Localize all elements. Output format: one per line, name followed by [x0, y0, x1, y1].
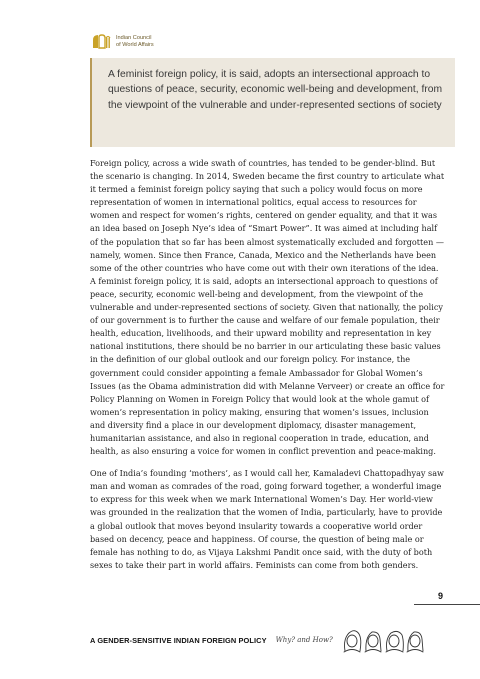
article-body: [90, 157, 446, 581]
body-paragraph-1: Foreign policy, across a wide swath of countries, has tended to be gender-blind. But the scenario is changing. In 2014, Sweden became the first country to articulate what it termed a feminist foreign policy saying that such a policy would focus on more representation of women in international politics, equal access to resources for women and respect for women’s rights, centered on gender equality, and that it was an idea based on Joseph Nye’s idea of “Smart Power”. It was aimed at including half of the population that so far has been almost systematically excluded and forgotten — namely, women. Since then France, Canada, Mexico and the Netherlands have been some of the other countries who have come out with their own iterations of the idea. A feminist foreign policy, it is said, adopts an intersectional approach to questions of peace, security, economic well-being and development, from the viewpoint of the vulnerable and under-represented sections of society. Given that nationally, the policy of our government is to further the cause and welfare of our female population, their health, education, livelihoods, and their upward mobility and representation in key national institutions, there should be no barrier in our articulating these basic values in the definition of our global outlook and our foreign policy. For instance, the government could consider appointing a female Ambassador for Global Women’s Issues (as the Obama administration did with Melanne Verveer) or create an office for Policy Planning on Women in Foreign Policy that would look at the whole gamut of women’s representation in policy making, ensuring that women’s issues, inclusion and diversity find a place in our development diplomacy, disaster management, humanitarian assistance, and also in regional cooperation in trade, education, and health, as also ensuring a voice for women in conflict prevention and peace-making.: [90, 158, 445, 457]
women-faces-icon: [341, 627, 425, 653]
org-name-line2: of World Affairs: [116, 41, 154, 48]
pull-quote: [90, 58, 455, 147]
org-name-line1: Indian Council: [116, 34, 152, 41]
footer: [90, 627, 425, 653]
icwa-logo-icon: [90, 34, 112, 49]
body-paragraph-2: One of India’s founding ‘mothers’, as I would call her, Kamaladevi Chattopadhyay saw man and woman as comrades of the road, going forward together, a wonderful image to express for this week when we mark International Women’s Day. Her world-view was grounded in the realization that the women of India, particularly, have to provide a global outlook that moves beyond insularity towards a cooperative world order based on decency, peace and happiness. Of course, the question of being male or female has nothing to do, as Vijaya Lakshmi Pandit once said, with the duty of both sexes to take their part in world affairs. Feminists can come from both genders.: [90, 468, 444, 570]
pull-quote-text: A feminist foreign policy, it is said, adopts an intersectional approach to questions of peace, security, economic well-being and development, from the viewpoint of the vulnerable and under-represented sections of society: [108, 69, 443, 111]
page-number: 9: [438, 591, 444, 601]
header-logo: [90, 34, 154, 49]
footer-title: A GENDER-SENSITIVE INDIAN FOREIGN POLICY: [90, 635, 267, 645]
footer-subtitle: Why? and How?: [275, 636, 333, 644]
page-number-rule: [414, 604, 480, 605]
org-name: [116, 35, 154, 48]
